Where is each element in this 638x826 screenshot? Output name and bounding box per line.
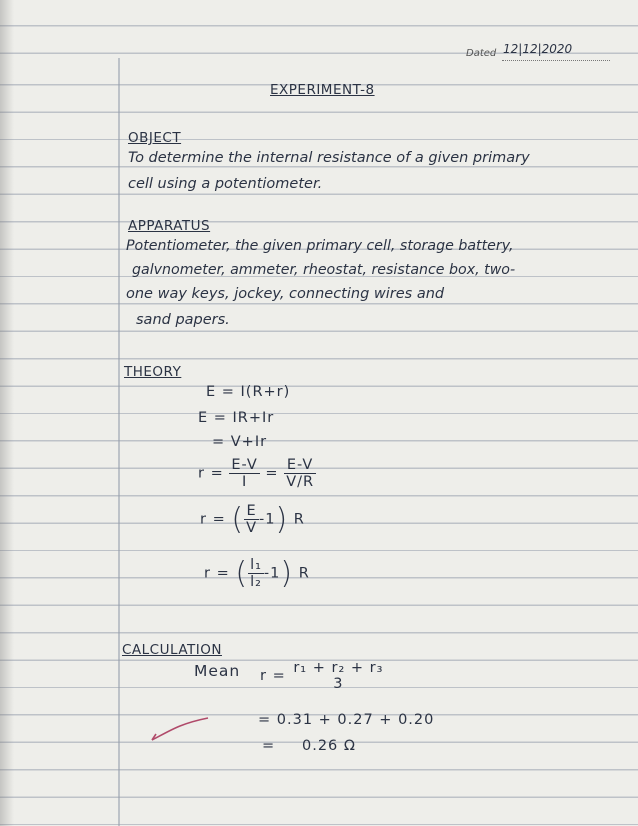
theory-eq-5-lhs: r = (200, 511, 226, 528)
apparatus-heading: APPARATUS (128, 218, 211, 234)
theory-eq-5-num: E (244, 503, 259, 520)
theory-eq-5-r: R (293, 511, 305, 528)
apparatus-line-4: sand papers. (136, 312, 230, 328)
dated-value: 12|12|2020 (503, 42, 573, 56)
mean-equation (260, 660, 385, 692)
theory-eq-6-den: l₂ (250, 574, 262, 590)
dated-dotline (502, 60, 610, 61)
right-paren-glyph: ) (280, 556, 294, 591)
mean-den: 3 (333, 676, 344, 692)
experiment-title: EXPERIMENT-8 (270, 82, 375, 98)
theory-eq-5-den: V (246, 520, 257, 536)
mean-label: Mean (194, 662, 241, 680)
check-mark-icon (150, 716, 210, 742)
theory-eq-4-frac-2 (284, 457, 316, 490)
theory-eq-6 (204, 556, 310, 591)
theory-eq-6-lhs: r = (204, 565, 230, 582)
theory-eq-3: = V+Ir (212, 434, 268, 450)
mean-frac (291, 660, 385, 692)
calc-line-2: = 0.31 + 0.27 + 0.20 (258, 712, 435, 728)
calc-result: 0.26 Ω (302, 738, 356, 754)
theory-eq-6-r: R (298, 565, 310, 582)
object-line-2: cell using a potentiometer. (128, 176, 323, 192)
theory-heading: THEORY (124, 364, 182, 380)
mean-lhs: r = (260, 668, 286, 684)
theory-eq-6-frac (248, 557, 264, 590)
theory-eq-5-rest: -1 (258, 511, 276, 528)
theory-eq-6-rest: -1 (263, 565, 281, 582)
margin-line (118, 58, 120, 826)
mean-num: r₁ + r₂ + r₃ (293, 660, 384, 676)
theory-eq-2: E = IR+Ir (198, 410, 275, 426)
apparatus-line-3: one way keys, jockey, connecting wires and (126, 286, 445, 302)
theory-eq-4-num-2: E-V (284, 457, 316, 474)
left-paren-glyph: ( (231, 502, 245, 537)
object-line-1: To determine the internal resistance of a given primary (128, 150, 530, 166)
binding-shadow (0, 0, 14, 826)
theory-eq-4-equals: = (265, 465, 279, 482)
left-paren-glyph: ( (235, 556, 249, 591)
apparatus-line-2: galvnometer, ammeter, rheostat, resistance box, two- (132, 262, 516, 278)
apparatus-line-1: Potentiometer, the given primary cell, storage battery, (126, 238, 514, 254)
calculation-heading: CALCULATION (122, 642, 222, 658)
theory-eq-4-lhs: r = (198, 465, 224, 482)
object-heading: OBJECT (128, 130, 182, 146)
theory-eq-5 (200, 502, 305, 537)
theory-eq-5-frac (244, 503, 259, 536)
theory-eq-4 (198, 457, 316, 490)
dated-label: Dated (466, 48, 497, 59)
calc-line-3-equals: = (262, 738, 276, 754)
theory-eq-4-frac-1 (229, 457, 259, 490)
theory-eq-4-den-2: V/R (286, 474, 315, 490)
theory-eq-6-num: l₁ (250, 557, 262, 573)
theory-eq-4-num: E-V (231, 457, 258, 473)
right-paren-glyph: ) (275, 502, 289, 537)
theory-eq-1: E = I(R+r) (206, 384, 291, 400)
theory-eq-4-den: I (241, 474, 248, 490)
